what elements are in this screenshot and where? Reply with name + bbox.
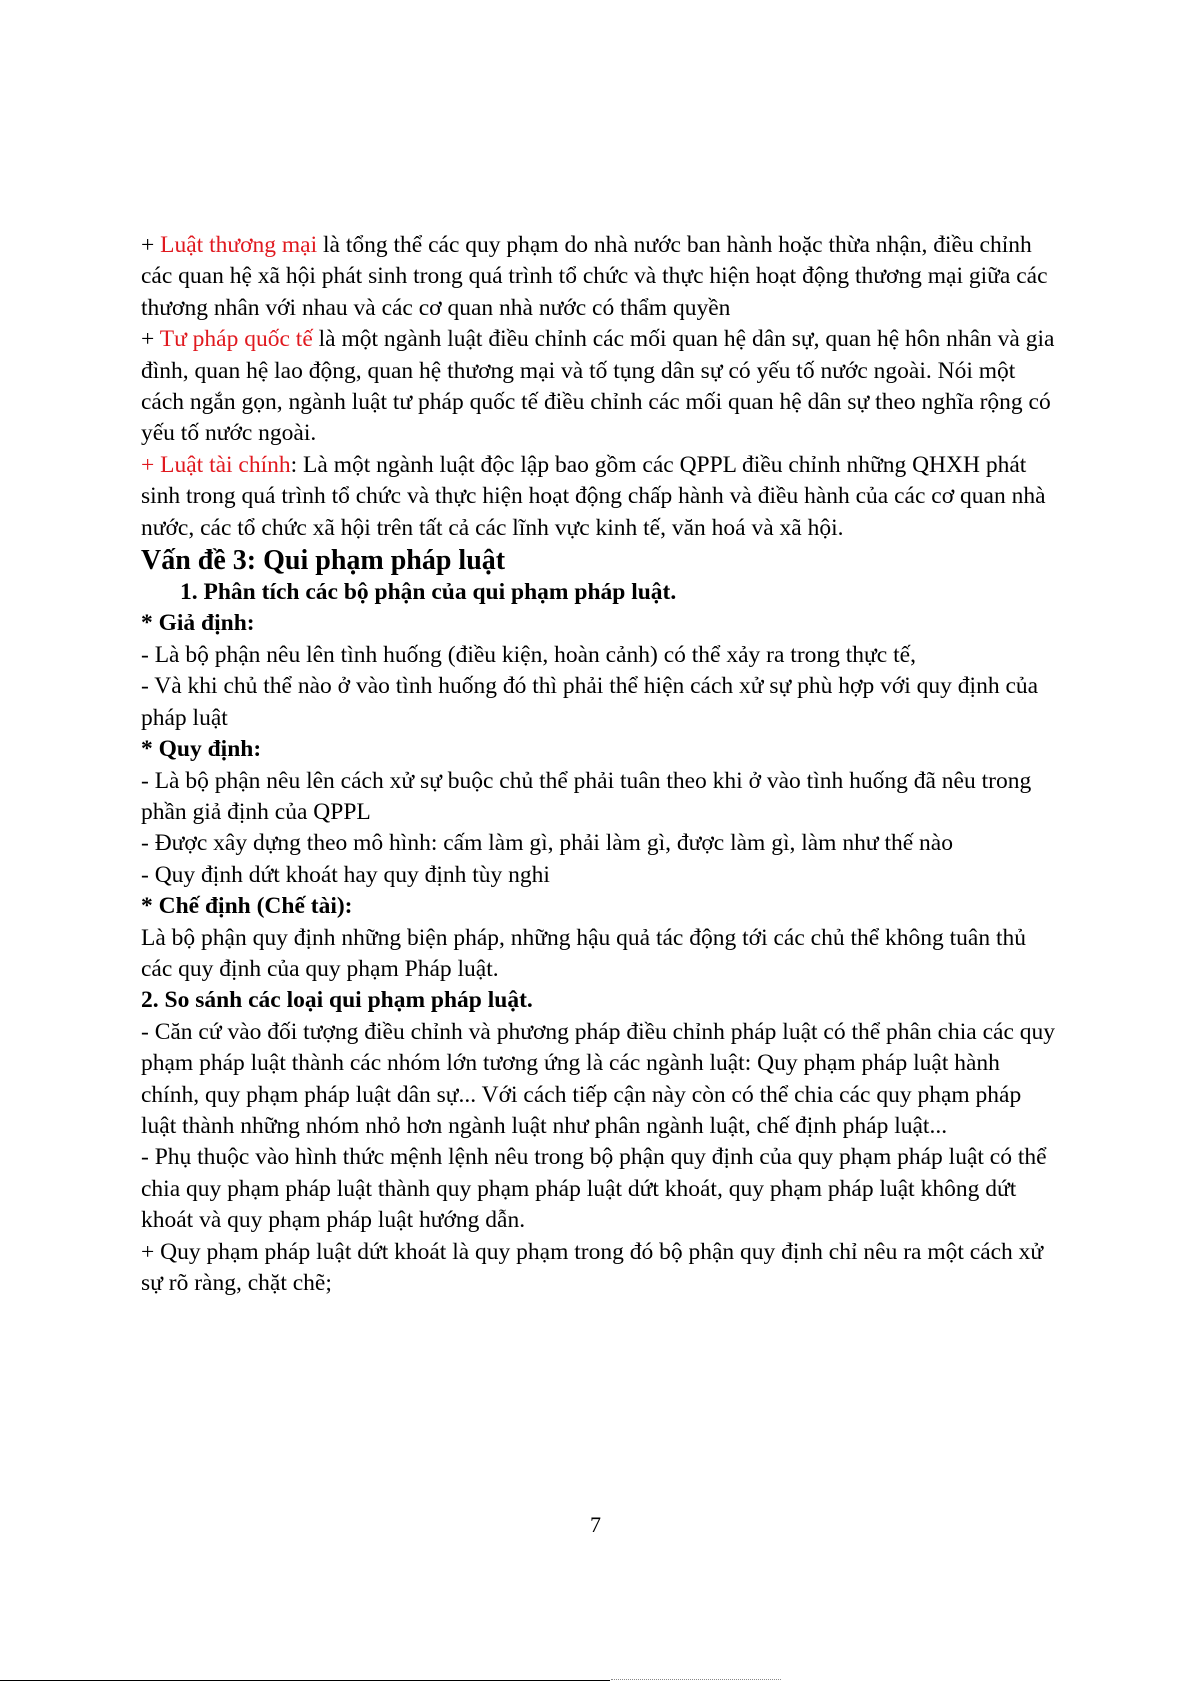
heading-quy-dinh: * Quy định: — [141, 736, 262, 763]
definition-text: : Là một ngành luật độc lập bao gồm các QPPL điều chỉnh những QHXH phát sinh trong quá trình tổ chức và thực hiện hoạt động chấp hành và điều hành của các cơ quan nhà nước, các tổ chức xã hội trên tất cả các lĩnh vực kinh tế, văn hoá và xã hội. — [141, 451, 1046, 541]
term-luat-thuong-mai: Luật thương mại — [160, 232, 318, 258]
list-item: - Căn cứ vào đối tượng điều chỉnh và phương pháp điều chỉnh pháp luật có thể phân chia các quy phạm pháp luật thành các nhóm lớn tương ứng là các ngành luật: Quy phạm pháp luật hành chính, quy phạm pháp luật dân sự... Với cách tiếp cận này còn có thể chia các quy phạm pháp luật thành những nhóm nhỏ hơn ngành luật như phân ngành luật, chế định pháp luật... — [141, 1018, 1056, 1139]
heading-gia-dinh: * Giả định: — [141, 610, 255, 637]
list-item: Là bộ phận quy định những biện pháp, những hậu quả tác động tới các chủ thể không tuân thủ các quy định của quy phạm Pháp luật. — [141, 924, 1027, 982]
page-number: 7 — [590, 1512, 601, 1537]
term-tu-phap-quoc-te: Tư pháp quốc tế — [159, 326, 313, 353]
definition-text: là một ngành luật điều chỉnh các mối quan hệ dân sự, quan hệ hôn nhân và gia đình, quan hệ lao động, quan hệ thương mại và tố tụng dân sự có yếu tố nước ngoài. Nói một cách ngắn gọn, ngành luật tư pháp quốc tế điều chỉnh các mối quan hệ dân sự theo nghĩa rộng có yếu tố nước ngoài. — [141, 326, 1055, 447]
paragraph-tu-phap-quoc-te — [141, 324, 1059, 450]
paragraph-prefix: + — [141, 326, 160, 353]
term-luat-tai-chinh: + Luật tài chính — [141, 451, 291, 478]
list-item: - Là bộ phận nêu lên tình huống (điều kiện, hoàn cảnh) có thể xảy ra trong thực tế, — [141, 641, 916, 668]
list-item: - Là bộ phận nêu lên cách xử sự buộc chủ thể phải tuân theo khi ở vào tình huống đã nêu trong phần giả định của QPPL — [141, 767, 1032, 825]
paragraph-luat-thuong-mai — [141, 230, 1059, 324]
heading-che-dinh: * Chế định (Chế tài): — [141, 893, 353, 920]
list-item: - Phụ thuộc vào hình thức mệnh lệnh nêu trong bộ phận quy định của quy phạm pháp luật có thể chia quy phạm pháp luật thành quy phạm pháp luật dứt khoát, quy phạm pháp luật không dứt khoát và quy phạm pháp luật hướng dẫn. — [141, 1144, 1047, 1234]
scan-artifact-line — [611, 1679, 781, 1682]
paragraph-prefix: + — [141, 232, 161, 258]
subsection-title-comparison: 2. So sánh các loại qui phạm pháp luật. — [141, 987, 533, 1014]
paragraph-luat-tai-chinh — [141, 450, 1059, 544]
definition-text: là tổng thể các quy phạm do nhà nước ban hành hoặc thừa nhận, điều chỉnh các quan hệ xã hội phát sinh trong quá trình tổ chức và thực hiện hoạt động thương mại giữa các thương nhân với nhau và các cơ quan nhà nước có thẩm quyền — [141, 232, 1048, 321]
section-title: Vấn đề 3: Qui phạm pháp luật — [141, 545, 506, 577]
bottom-divider — [0, 1680, 610, 1681]
list-item: - Quy định dứt khoát hay quy định tùy nghi — [141, 861, 550, 888]
list-item: + Quy phạm pháp luật dứt khoát là quy phạm trong đó bộ phận quy định chỉ nêu ra một cách xử sự rõ ràng, chặt chẽ; — [141, 1238, 1044, 1296]
page-body — [141, 230, 1059, 1299]
list-item: - Được xây dựng theo mô hình: cấm làm gì, phải làm gì, được làm gì, làm như thế nào — [141, 830, 953, 857]
subsection-title-analysis: 1. Phân tích các bộ phận của qui phạm pháp luật. — [180, 579, 677, 606]
list-item: - Và khi chủ thể nào ở vào tình huống đó thì phải thể hiện cách xử sự phù hợp với quy định của pháp luật — [141, 673, 1039, 731]
